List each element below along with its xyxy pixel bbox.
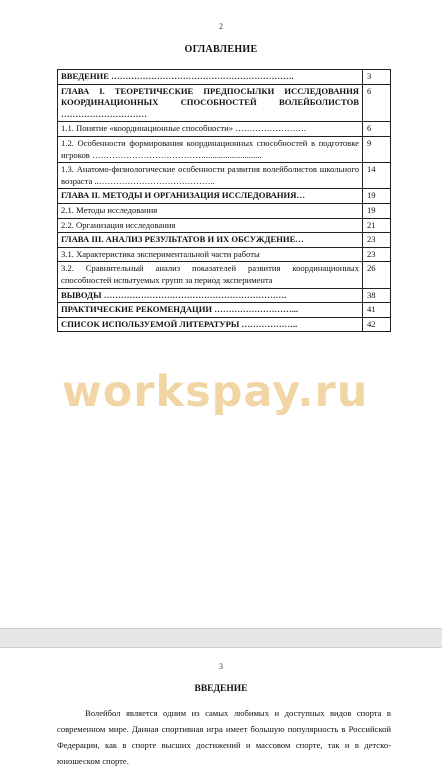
- toc-table: [57, 69, 391, 332]
- toc-entry-page: 38: [363, 288, 391, 303]
- toc-entry-page: 42: [363, 317, 391, 332]
- toc-row: [58, 136, 391, 162]
- toc-row: [58, 218, 391, 233]
- toc-entry-title: ГЛАВА III. АНАЛИЗ РЕЗУЛЬТАТОВ И ИХ ОБСУЖДЕНИЕ…: [58, 233, 363, 248]
- toc-row: [58, 203, 391, 218]
- toc-row: [58, 84, 391, 122]
- toc-entry-page: 9: [363, 136, 391, 162]
- toc-entry-title: 2.2. Организация исследования: [58, 218, 363, 233]
- toc-entry-title: 1.3. Анатомо-физиологические особенности развития волейболистов школьного возраста ..…………………………………..: [58, 163, 363, 189]
- toc-entry-title: 3.2. Сравнительный анализ показателей развития координационных способностей испытуемых групп за период эксперимента: [58, 262, 363, 288]
- toc-entry-page: 23: [363, 247, 391, 262]
- page-separator: [0, 628, 442, 648]
- toc-entry-title: СПИСОК ИСПОЛЬЗУЕМОЙ ЛИТЕРАТУРЫ ………………..: [58, 317, 363, 332]
- toc-heading: ОГЛАВЛЕНИЕ: [184, 44, 258, 55]
- toc-entry-page: 19: [363, 189, 391, 204]
- toc-entry-title: 1.2. Особенности формирования координационных способностей в подготовке игроков …………………………………...........................: [58, 136, 363, 162]
- watermark-text: workspay.ru: [62, 367, 369, 417]
- document-page-3: [0, 648, 442, 775]
- toc-row: [58, 122, 391, 137]
- toc-entry-page: 26: [363, 262, 391, 288]
- toc-row: [58, 70, 391, 85]
- toc-row: [58, 262, 391, 288]
- page-number: 2: [219, 22, 223, 31]
- toc-row: [58, 233, 391, 248]
- toc-entry-title: ВЫВОДЫ ……………………………………………………….: [58, 288, 363, 303]
- toc-row: [58, 288, 391, 303]
- toc-entry-page: 23: [363, 233, 391, 248]
- toc-entry-title: ГЛАВА II. МЕТОДЫ И ОРГАНИЗАЦИЯ ИССЛЕДОВАНИЯ…: [58, 189, 363, 204]
- toc-entry-title: 1.1. Понятие «координационные способности» …………………….: [58, 122, 363, 137]
- toc-row: [58, 189, 391, 204]
- toc-entry-title: ВВЕДЕНИЕ ……………………………………………………….: [58, 70, 363, 85]
- toc-entry-title: ГЛАВА I. ТЕОРЕТИЧЕСКИЕ ПРЕДПОСЫЛКИ ИССЛЕДОВАНИЯ КООРДИНАЦИОННЫХ СПОСОБНОСТЕЙ ВОЛЕЙБОЛИСТОВ …………………………: [58, 84, 363, 122]
- toc-entry-page: 3: [363, 70, 391, 85]
- toc-entry-title: ПРАКТИЧЕСКИЕ РЕКОМЕНДАЦИИ ………………………...: [58, 303, 363, 318]
- section-heading: ВВЕДЕНИЕ: [194, 684, 248, 694]
- toc-row: [58, 247, 391, 262]
- toc-entry-page: 21: [363, 218, 391, 233]
- toc-entry-page: 6: [363, 84, 391, 122]
- toc-row: [58, 317, 391, 332]
- page-number: 3: [219, 662, 223, 671]
- toc-entry-page: 6: [363, 122, 391, 137]
- intro-paragraph: Волейбол является одним из самых любимых и доступных видов спорта в современном мире. Данная спортивная игра имеет большую популярность в Российской Федерации, как в спорте высших достижений и массовом спорте, так и в детско-юношеском спорте.: [57, 708, 391, 766]
- toc-row: [58, 303, 391, 318]
- toc-entry-title: 2.1. Методы исследования: [58, 203, 363, 218]
- toc-row: [58, 163, 391, 189]
- toc-entry-page: 19: [363, 203, 391, 218]
- toc-entry-page: 41: [363, 303, 391, 318]
- toc-entry-title: 3.1. Характеристика экспериментальной части работы: [58, 247, 363, 262]
- toc-entry-page: 14: [363, 163, 391, 189]
